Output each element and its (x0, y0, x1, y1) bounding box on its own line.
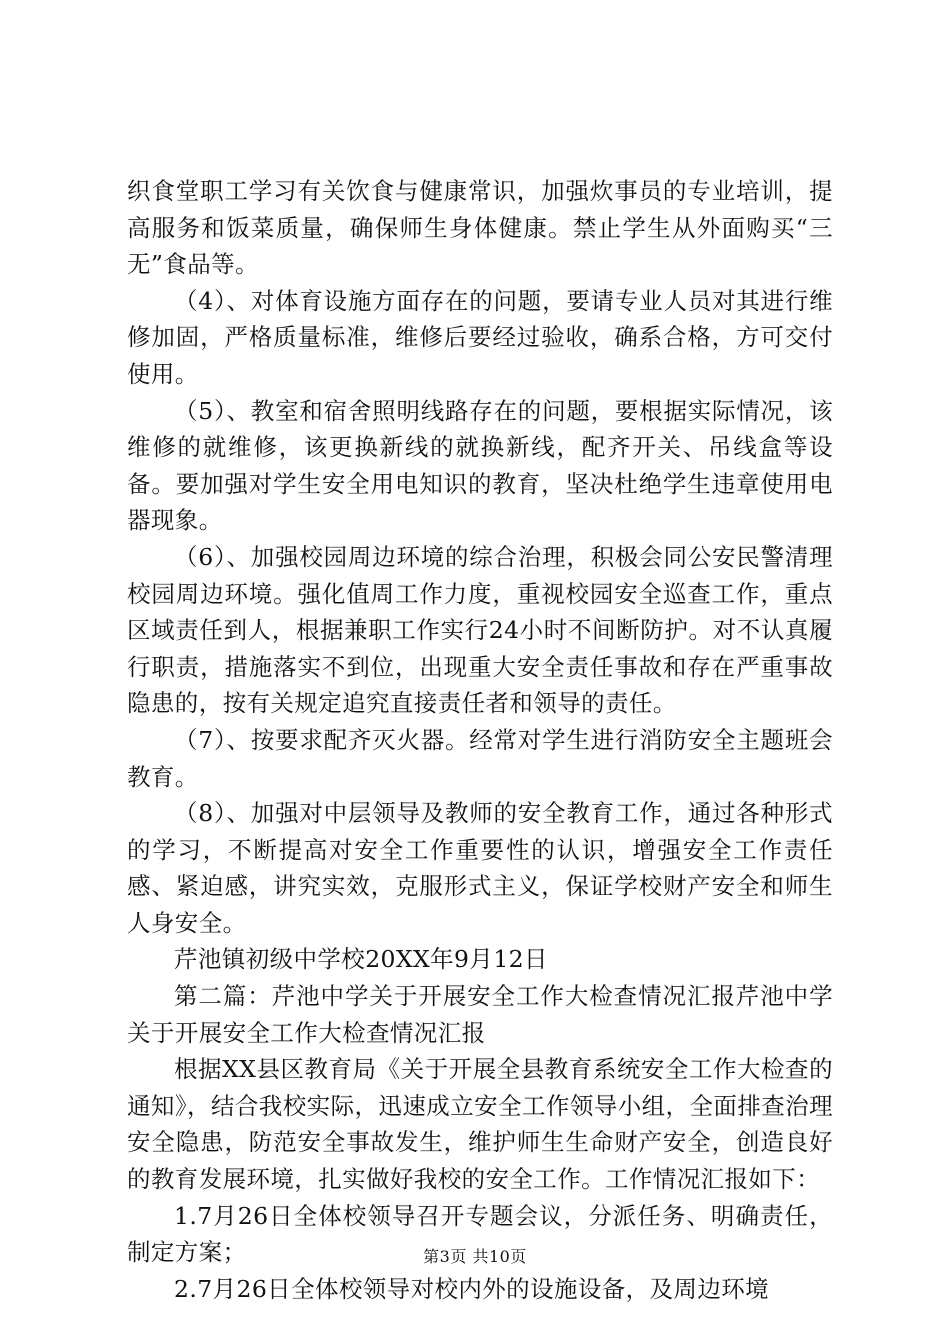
paragraph-5: （7）、按要求配齐灭火器。经常对学生进行消防安全主题班会教育。 (127, 725, 833, 791)
paragraph-2: （4）、对体育设施方面存在的问题，要请专业人员对其进行维修加固，严格质量标准，维修后要经过验收，确系合格，方可交付使用。 (127, 286, 833, 388)
list-item-2: 2.7月26日全体校领导对校内外的设施设备，及周边环境 (174, 1274, 770, 1303)
list-item-1: 1.7月26日全体校领导召开专题会议，分派任务、明确责任，制定方案； (127, 1201, 833, 1267)
paragraph-3: （5）、教室和宿舍照明线路存在的问题，要根据实际情况，该维修的就维修，该更换新线的就换新线，配齐开关、吊线盒等设备。要加强对学生安全用电知识的教育，坚决杜绝学生违章使用电器现象。 (127, 396, 833, 535)
paragraph-6: （8）、加强对中层领导及教师的安全教育工作，通过各种形式的学习，不断提高对安全工作重要性的认识，增强安全工作责任感、紧迫感，讲究实效，克服形式主义，保证学校财产安全和师生人身安全。 (127, 799, 833, 937)
section-heading-part-two: 第二篇：芹池中学关于开展安全工作大检查情况汇报芹池中学关于开展安全工作大检查情况汇报 (127, 982, 833, 1047)
document-body (127, 173, 833, 1307)
paragraph-9: 根据XX县区教育局《关于开展全县教育系统安全工作大检查的通知》，结合我校实际，迅速成立安全工作领导小组，全面排查治理安全隐患，防范安全事故发生，维护师生生命财产安全，创造良好的教育发展环境，扎实做好我校的安全工作。工作情况汇报如下： (127, 1055, 833, 1194)
paragraph-4: （6）、加强校园周边环境的综合治理，积极会同公安民警清理校园周边环境。强化值周工作力度，重视校园安全巡查工作，重点区域责任到人，根据兼职工作实行24小时不间断防护。对不认真履行职责，措施落实不到位，出现重大安全责任事故和存在严重事故隐患的，按有关规定追究直接责任者和领导的责任。 (127, 542, 833, 718)
paragraph-1: 织食堂职工学习有关饮食与健康常识，加强炊事员的专业培训，提高服务和饭菜质量，确保师生身体健康。禁止学生从外面购买“三无”食品等。 (127, 177, 833, 279)
signature-date-line: 芹池镇初级中学校20XX年9月12日 (174, 945, 548, 974)
page-number-footer: 第3页 共10页 (423, 1247, 527, 1266)
